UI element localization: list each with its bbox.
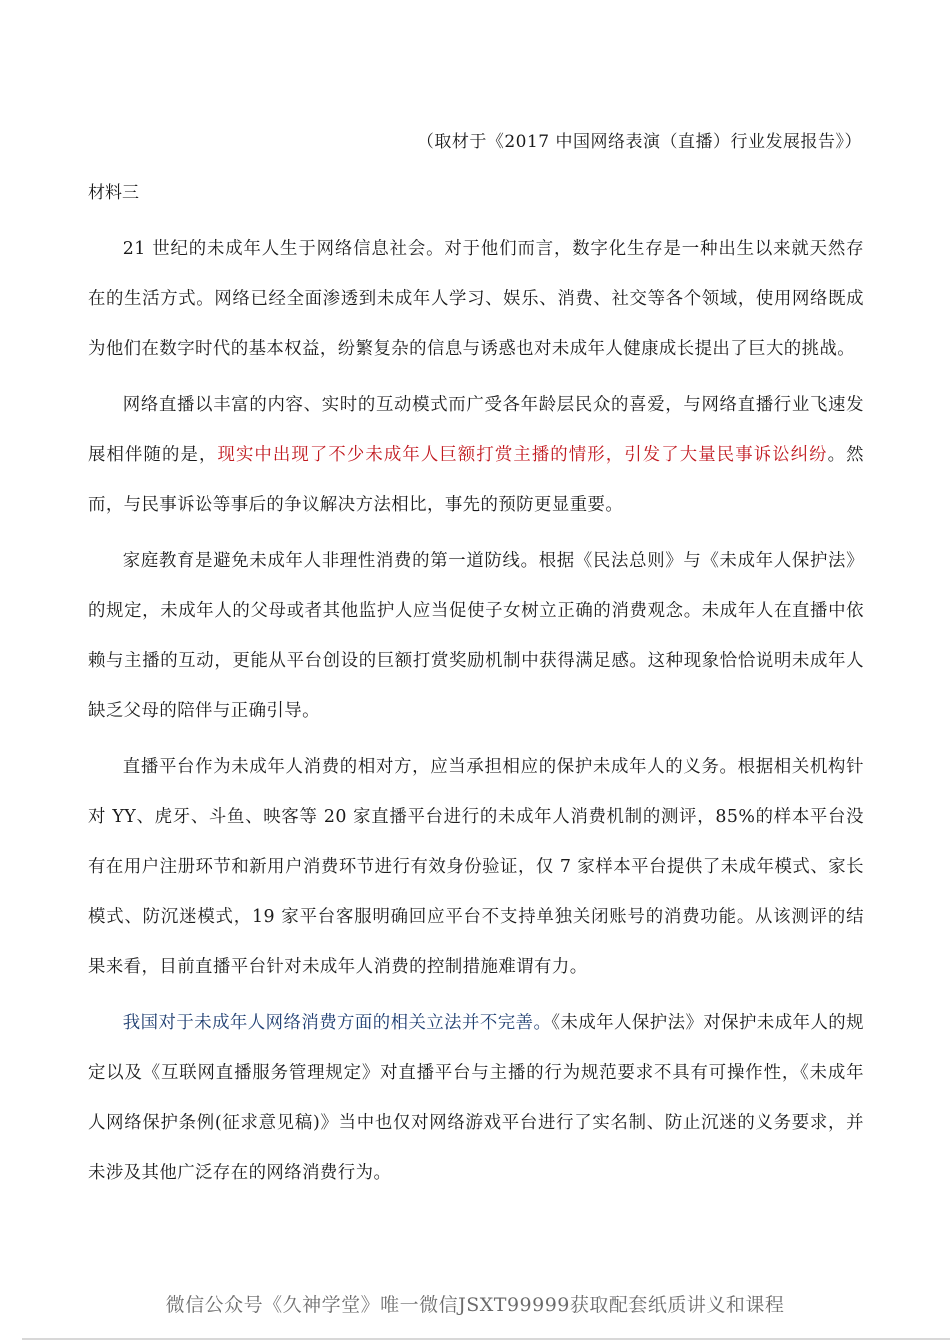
- paragraph-2-tail: 。然而，与民事诉讼等事后的争议解决方法相比，事先的预防更显重要。: [88, 445, 865, 515]
- paragraph-3: 家庭教育是避免未成年人非理性消费的第一道防线。根据《民法总则》与《未成年人保护法》的规定，未成年人的父母或者其他监护人应当促使子女树立正确的消费观念。未成年人在直播中依赖与主播的互动，更能从平台创设的巨额打赏奖励机制中获得满足感。这种现象恰恰说明未成年人缺乏父母的陪伴与正确引导。: [88, 551, 864, 721]
- paragraph-5-tail: 《未成年人保护法》对保护未成年人的规定以及《互联网直播服务管理规定》对直播平台与主播的行为规范要求不具有可操作性，《未成年人网络保护条例(征求意见稿)》当中也仅对网络游戏平台进行了实名制、防止沉迷的义务要求，并未涉及其他广泛存在的网络消费行为。: [88, 1013, 865, 1183]
- bottom-divider: [22, 1338, 950, 1340]
- source-citation: （取材于《2017 中国网络表演（直播）行业发展报告》）: [416, 132, 862, 152]
- paragraph-2-lead: 网络直播以丰富的内容、实时的互动模式而广受各年龄层民众的喜爱，与网络直播行业飞速发展相伴随的是，: [88, 395, 864, 465]
- footer-watermark: 微信公众号《久神学堂》唯一微信JSXT99999获取配套纸质讲义和课程: [165, 1294, 785, 1316]
- blue-highlight-text: 我国对于未成年人网络消费方面的相关立法并不完善。: [122, 1013, 552, 1033]
- paragraph-1: 21 世纪的未成年人生于网络信息社会。对于他们而言，数字化生存是一种出生以来就天然存在的生活方式。网络已经全面渗透到未成年人学习、娱乐、消费、社交等各个领域，使用网络既成为他们在数字时代的基本权益，纷繁复杂的信息与诱惑也对未成年人健康成长提出了巨大的挑战。: [88, 239, 864, 359]
- paragraph-4: 直播平台作为未成年人消费的相对方，应当承担相应的保护未成年人的义务。根据相关机构针对 YY、虎牙、斗鱼、映客等 20 家直播平台进行的未成年人消费机制的测评，85%的样本平台没有在用户注册环节和新用户消费环节进行有效身份验证，仅 7 家样本平台提供了未成年模式、家长模式、防沉迷模式，19 家平台客服明确回应平台不支持单独关闭账号的消费功能。从该测评的结果来看，目前直播平台针对未成年人消费的控制措施难谓有力。: [88, 757, 864, 977]
- red-highlight-text: 现实中出现了不少未成年人巨额打赏主播的情形，引发了大量民事诉讼纠纷: [217, 445, 828, 465]
- paragraph-5: [88, 998, 864, 1198]
- paragraph-2: [88, 380, 864, 530]
- document-body: [88, 224, 864, 1204]
- section-heading: 材料三: [88, 183, 139, 203]
